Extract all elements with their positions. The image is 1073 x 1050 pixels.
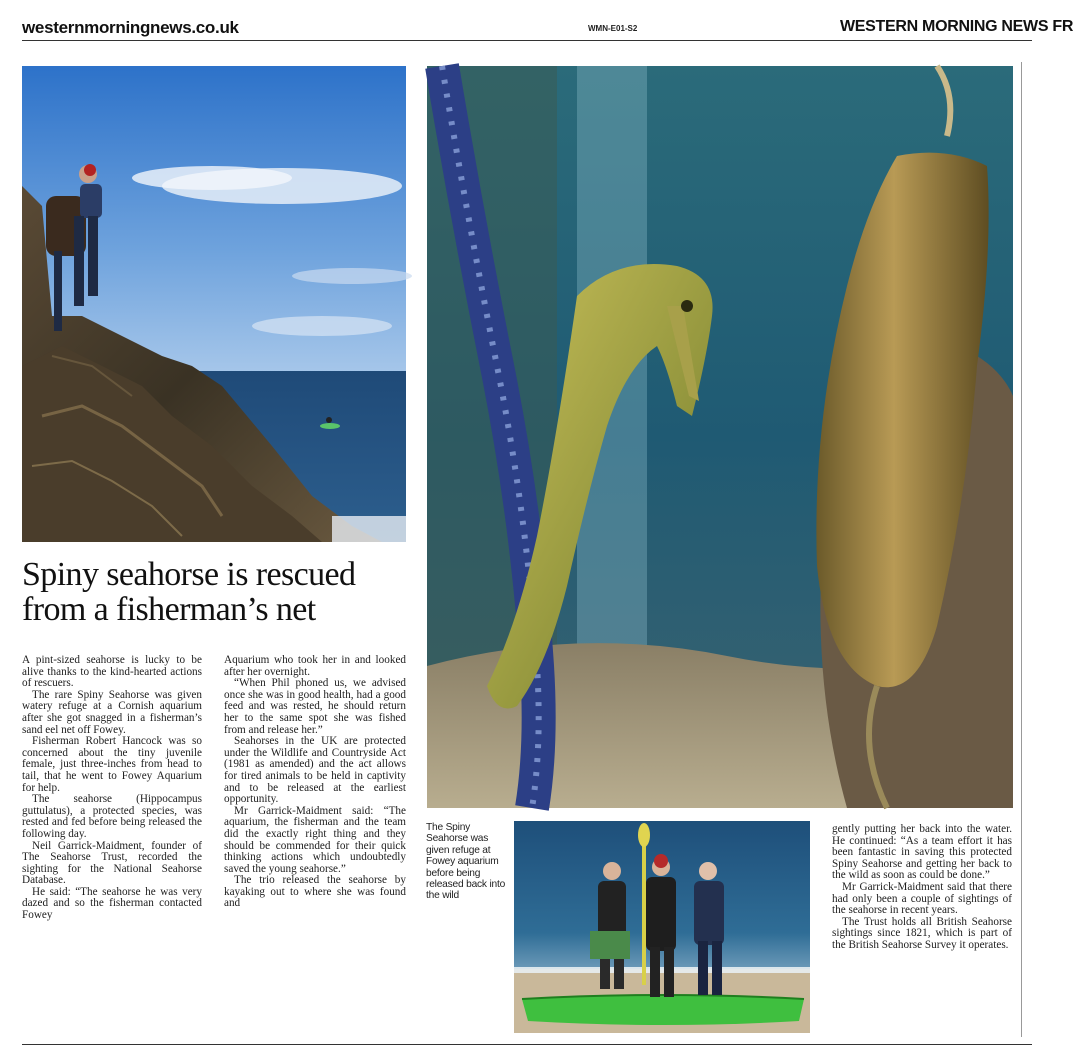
bottom-rule bbox=[22, 1044, 1032, 1045]
headline bbox=[22, 557, 406, 627]
paragraph: The trio released the seahorse by kayaking out to where she was found and bbox=[224, 874, 406, 910]
paragraph: Fisherman Robert Hancock was so concerned about the tiny juvenile female, just three-inches from head to tail, that he went to Fowey Aquarium for help. bbox=[22, 735, 202, 794]
site-url: westernmorningnews.co.uk bbox=[22, 18, 239, 37]
paragraph: Mr Garrick-Maidment said: “The aquarium, the fisherman and the team did the exactly right thing and they should be commended for their quick thinking actions which undoubtedly saved the young seahorse.” bbox=[224, 804, 406, 875]
paragraph: A pint-sized seahorse is lucky to be alive thanks to the kind-hearted actions of rescuers. bbox=[22, 654, 202, 690]
paragraph: gently putting her back into the water. He continued: “As a team effort it has been fantastic in saving this protected Spiny Seahorse and getting her back to the wild as soon as could be done.” bbox=[832, 823, 1012, 882]
paragraph: The seahorse (Hippocampus guttulatus), a protected species, was rested and fed before being released the following day. bbox=[22, 793, 202, 840]
masthead bbox=[0, 0, 1073, 42]
seahorse-photo bbox=[427, 66, 1013, 808]
paragraph: Neil Garrick-Maidment, founder of The Seahorse Trust, recorded the sighting for the National Seahorse Database. bbox=[22, 839, 202, 887]
paragraph: Aquarium who took her in and looked after her overnight. bbox=[224, 654, 406, 678]
paper-name: WESTERN MORNING NEWS FR bbox=[840, 18, 1073, 35]
paragraph: The rare Spiny Seahorse was given watery refuge at a Cornish aquarium after she got snagged in a fisherman’s sand eel net off Fowey. bbox=[22, 688, 202, 736]
paragraph: He said: “The seahorse he was very dazed and so the fisherman contacted Fowey bbox=[22, 885, 202, 922]
article-column-1 bbox=[22, 655, 202, 922]
page-slug: WMN-E01-S2 bbox=[588, 24, 638, 33]
group-photo bbox=[514, 821, 810, 1033]
photo-caption: The Spiny Seahorse was given refuge at Fowey aquarium before being released back into the wild bbox=[426, 822, 506, 902]
paragraph: Seahorses in the UK are protected under the Wildlife and Countryside Act (1981 as amended) and the act allows for tired animals to be held in captivity and to be released at the earliest opportunity. bbox=[224, 735, 406, 806]
right-column-rule bbox=[1021, 62, 1022, 1037]
paragraph: Mr Garrick-Maidment said that there had only been a couple of sightings of the seahorse in recent years. bbox=[832, 880, 1012, 917]
article-column-3 bbox=[832, 824, 1012, 952]
headline-line-1: Spiny seahorse is rescued bbox=[22, 556, 356, 593]
cliff-photo bbox=[22, 66, 406, 542]
article-column-2 bbox=[224, 655, 406, 910]
paragraph: The Trust holds all British Seahorse sightings since 1821, which is part of the British Seahorse Survey it operates. bbox=[832, 915, 1012, 951]
paragraph: “When Phil phoned us, we advised once she was in good health, had a good feed and was rested, he should return her to the same spot she was fished from and release her.” bbox=[224, 677, 406, 736]
top-rule bbox=[22, 40, 1032, 41]
headline-line-2: from a fisherman’s net bbox=[22, 591, 316, 628]
